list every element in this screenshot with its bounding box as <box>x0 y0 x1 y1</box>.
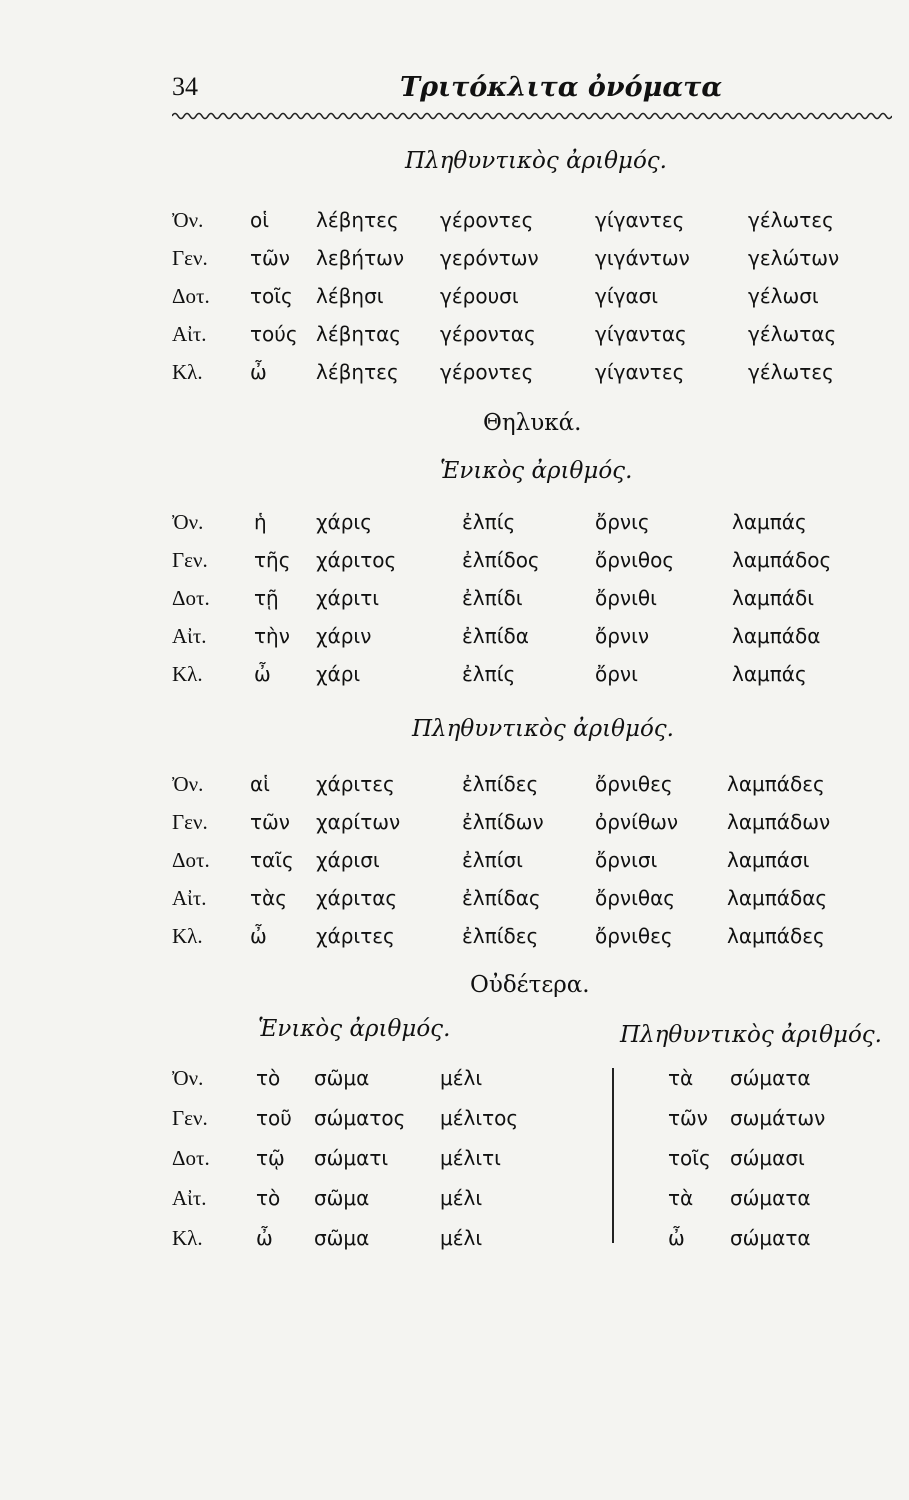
declension-row <box>0 548 909 578</box>
form-2: μέλι <box>440 1226 483 1250</box>
form-2: ἐλπίς <box>462 510 516 534</box>
feminine-title: Θηλυκά. <box>483 410 582 436</box>
article: ὦ <box>250 360 267 384</box>
case-label: Ὀν. <box>172 208 204 232</box>
form-3: γιγάντων <box>595 246 690 270</box>
article: ὦ <box>250 924 267 948</box>
form-2: ἐλπίδι <box>462 586 523 610</box>
article: τῷ <box>256 1146 285 1170</box>
form-4: γέλωσι <box>748 284 819 308</box>
form-1: λέβητες <box>316 360 399 384</box>
form-3: ὦ <box>668 1226 685 1250</box>
form-1: σώματι <box>314 1146 389 1170</box>
case-label: Δοτ. <box>172 284 210 308</box>
form-1: χάριτος <box>316 548 397 572</box>
wavy-rule-divider <box>172 108 892 124</box>
article: τούς <box>250 322 298 346</box>
form-2: γερόντων <box>440 246 539 270</box>
form-1: χάρις <box>316 510 372 534</box>
form-3: τὰ <box>668 1066 694 1090</box>
page-number: 34 <box>172 72 198 101</box>
form-1: χάριτες <box>316 924 395 948</box>
form-3: ὄρνιθι <box>595 586 657 610</box>
declension-row <box>0 924 909 954</box>
form-3: γίγαντας <box>595 322 687 346</box>
declension-row <box>0 662 909 692</box>
declension-row <box>0 208 909 238</box>
case-label: Δοτ. <box>172 586 210 610</box>
case-label: Κλ. <box>172 924 203 948</box>
case-label: Δοτ. <box>172 848 210 872</box>
case-label: Ὀν. <box>172 510 204 534</box>
declension-row <box>0 246 909 276</box>
case-label: Ὀν. <box>172 1066 204 1090</box>
form-3: γίγαντες <box>595 360 685 384</box>
form-4: λαμπάδες <box>727 924 825 948</box>
neuter-title: Οὐδέτερα. <box>470 972 590 998</box>
article: ὦ <box>254 662 271 686</box>
form-1: χάριτι <box>316 586 380 610</box>
article: αἱ <box>250 772 270 796</box>
form-4: σώματα <box>730 1066 811 1090</box>
article: τῶν <box>250 246 290 270</box>
form-3: γίγασι <box>595 284 659 308</box>
form-3: ὀρνίθων <box>595 810 679 834</box>
form-4: λαμπάδι <box>732 586 814 610</box>
form-4: σώματα <box>730 1186 811 1210</box>
form-4: γέλωτας <box>748 322 837 346</box>
declension-row <box>0 772 909 802</box>
declension-row <box>0 1186 909 1216</box>
case-label: Αἰτ. <box>172 1186 207 1210</box>
article: τῇ <box>254 586 279 610</box>
form-2: ἐλπίσι <box>462 848 523 872</box>
section4-plural-heading: Πληθυντικὸς ἀριθμός. <box>620 1022 882 1048</box>
form-1: χάριν <box>316 624 372 648</box>
form-3: ὄρνι <box>595 662 638 686</box>
form-3: ὄρνιν <box>595 624 650 648</box>
declension-row <box>0 1106 909 1136</box>
declension-row <box>0 360 909 390</box>
declension-row <box>0 1066 909 1096</box>
form-3: ὄρνις <box>595 510 650 534</box>
case-label: Αἰτ. <box>172 886 207 910</box>
form-2: γέρουσι <box>440 284 519 308</box>
case-label: Κλ. <box>172 360 203 384</box>
declension-row <box>0 586 909 616</box>
form-4: γελώτων <box>748 246 840 270</box>
case-label: Γεν. <box>172 810 208 834</box>
form-2: ἐλπίδες <box>462 924 539 948</box>
section1-heading: Πληθυντικὸς ἀριθμός. <box>405 148 667 174</box>
form-4: λαμπάς <box>732 510 807 534</box>
form-4: λαμπάδες <box>727 772 825 796</box>
form-2: ἐλπίδος <box>462 548 540 572</box>
case-label: Αἰτ. <box>172 624 207 648</box>
declension-row <box>0 284 909 314</box>
form-1: λέβησι <box>316 284 384 308</box>
form-2: μέλι <box>440 1186 483 1210</box>
case-label: Δοτ. <box>172 1146 210 1170</box>
form-3: ὄρνιθες <box>595 924 673 948</box>
section2-heading: Ἑνικὸς ἀριθμός. <box>440 458 633 484</box>
section4-singular-heading: Ἑνικὸς ἀριθμός. <box>258 1016 451 1042</box>
form-2: ἐλπίδας <box>462 886 541 910</box>
form-4: λαμπάδος <box>732 548 832 572</box>
form-2: ἐλπίδες <box>462 772 539 796</box>
form-3: τῶν <box>668 1106 708 1130</box>
case-label: Γεν. <box>172 1106 208 1130</box>
form-2: μέλιτος <box>440 1106 519 1130</box>
form-2: ἐλπίς <box>462 662 516 686</box>
declension-row <box>0 322 909 352</box>
case-label: Κλ. <box>172 1226 203 1250</box>
form-2: ἐλπίδων <box>462 810 544 834</box>
form-1: χάριτες <box>316 772 395 796</box>
form-3: ὄρνισι <box>595 848 658 872</box>
case-label: Γεν. <box>172 246 208 270</box>
form-2: ἐλπίδα <box>462 624 529 648</box>
form-4: σώμασι <box>730 1146 805 1170</box>
article: τῆς <box>254 548 291 572</box>
form-4: σώματα <box>730 1226 811 1250</box>
form-2: γέροντας <box>440 322 536 346</box>
form-3: ὄρνιθος <box>595 548 675 572</box>
form-4: λαμπάδας <box>727 886 828 910</box>
article: τοῖς <box>250 284 293 308</box>
declension-row <box>0 510 909 540</box>
article: τὸ <box>256 1186 281 1210</box>
form-1: χαρίτων <box>316 810 401 834</box>
article: τῶν <box>250 810 290 834</box>
declension-row <box>0 848 909 878</box>
case-label: Ὀν. <box>172 772 204 796</box>
article: τὸ <box>256 1066 281 1090</box>
article: τοῦ <box>256 1106 292 1130</box>
form-3: τὰ <box>668 1186 694 1210</box>
form-2: γέροντες <box>440 360 534 384</box>
case-label: Αἰτ. <box>172 322 207 346</box>
form-4: σωμάτων <box>730 1106 826 1130</box>
form-1: λέβητες <box>316 208 399 232</box>
declension-row <box>0 624 909 654</box>
form-4: γέλωτες <box>748 360 834 384</box>
form-1: χάριτας <box>316 886 398 910</box>
article: τὰς <box>250 886 287 910</box>
article: ταῖς <box>250 848 294 872</box>
form-3: ὄρνιθας <box>595 886 676 910</box>
article: οἱ <box>250 208 270 232</box>
article: ὦ <box>256 1226 273 1250</box>
running-title: Τριτόκλιτα ὀνόματα <box>400 72 723 103</box>
form-3: τοῖς <box>668 1146 711 1170</box>
form-4: λαμπάς <box>732 662 807 686</box>
section3-heading: Πληθυντικὸς ἀριθμός. <box>412 716 674 742</box>
form-1: λεβήτων <box>316 246 405 270</box>
declension-row <box>0 1226 909 1256</box>
form-2: μέλιτι <box>440 1146 501 1170</box>
form-4: λαμπάσι <box>727 848 810 872</box>
article: ἡ <box>254 510 267 534</box>
form-3: γίγαντες <box>595 208 685 232</box>
form-4: λαμπάδων <box>727 810 831 834</box>
declension-row <box>0 1146 909 1176</box>
case-label: Κλ. <box>172 662 203 686</box>
form-2: μέλι <box>440 1066 483 1090</box>
form-1: χάρι <box>316 662 361 686</box>
form-1: λέβητας <box>316 322 402 346</box>
form-1: σώματος <box>314 1106 406 1130</box>
form-1: σῶμα <box>314 1186 370 1210</box>
case-label: Γεν. <box>172 548 208 572</box>
form-2: γέροντες <box>440 208 534 232</box>
article: τὴν <box>254 624 290 648</box>
form-4: γέλωτες <box>748 208 834 232</box>
form-1: χάρισι <box>316 848 380 872</box>
form-1: σῶμα <box>314 1066 370 1090</box>
form-4: λαμπάδα <box>732 624 821 648</box>
form-3: ὄρνιθες <box>595 772 673 796</box>
form-1: σῶμα <box>314 1226 370 1250</box>
declension-row <box>0 810 909 840</box>
declension-row <box>0 886 909 916</box>
